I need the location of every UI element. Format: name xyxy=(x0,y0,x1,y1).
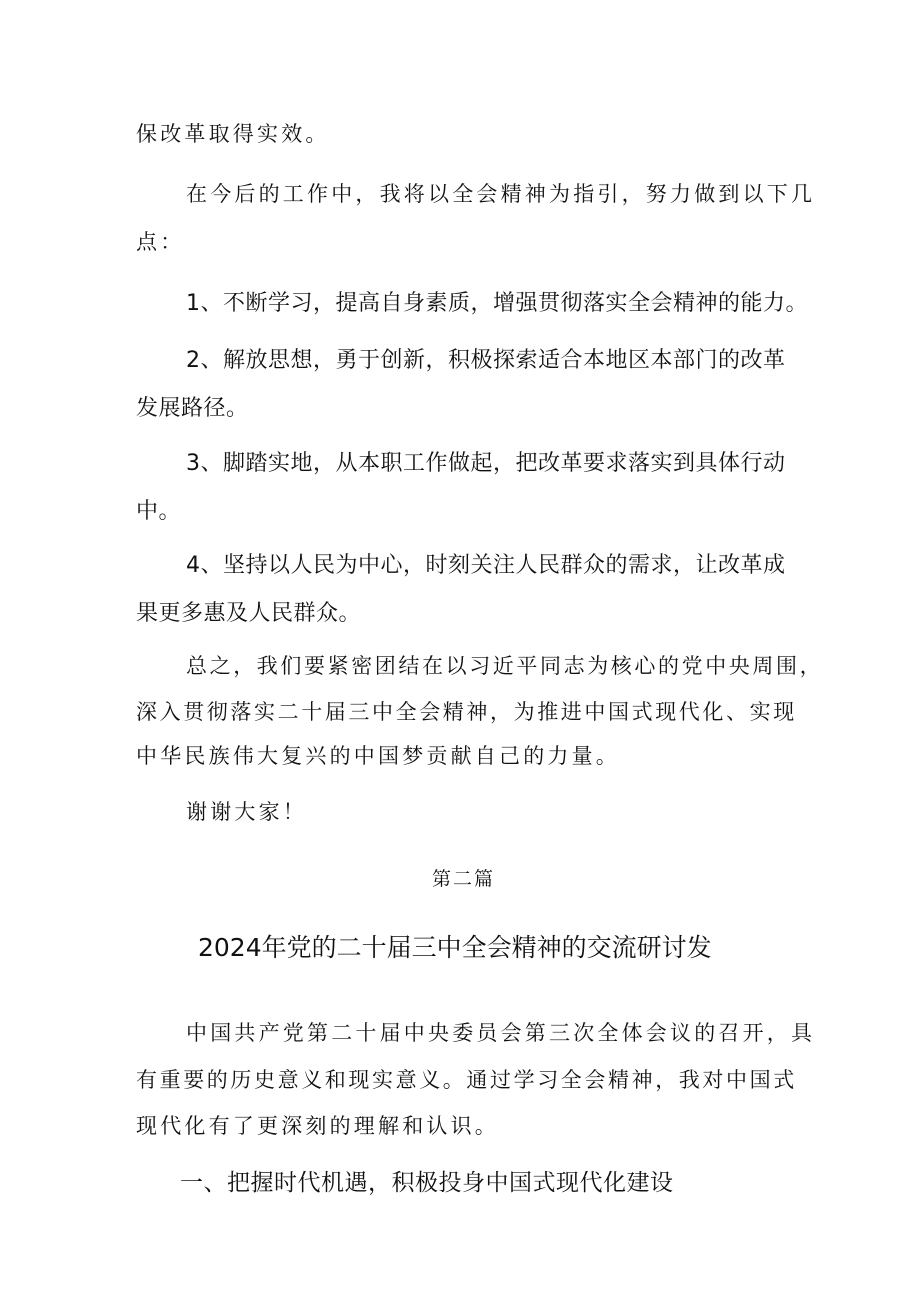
paragraph-line: 深入贯彻落实二十届三中全会精神，为推进中国式现代化、实现 xyxy=(136,700,797,724)
thanks-line: 谢谢大家！ xyxy=(186,800,307,824)
list-item: 2、解放思想，勇于创新，积极探索适合本地区本部门的改革 xyxy=(186,348,786,373)
section-title: 2024年党的二十届三中全会精神的交流研讨发 xyxy=(198,933,712,962)
list-item: 1、不断学习，提高自身素质，增强贯彻落实全会精神的能力。 xyxy=(186,291,808,316)
section-label: 第二篇 xyxy=(432,868,496,890)
paragraph-line: 总之，我们要紧密团结在以习近平同志为核心的党中央周围， xyxy=(186,654,824,678)
paragraph-line: 有重要的历史意义和现实意义。通过学习全会精神，我对中国式 xyxy=(136,1068,797,1092)
paragraph-line: 在今后的工作中，我将以全会精神为指引，努力做到以下几 xyxy=(186,182,816,206)
paragraph-line: 现代化有了更深刻的理解和认识。 xyxy=(136,1114,499,1138)
list-item-continuation: 发展路径。 xyxy=(136,396,249,421)
paragraph-line: 中国共产党第二十届中央委员会第三次全体会议的召开，具 xyxy=(186,1021,816,1045)
paragraph-line: 中华民族伟大复兴的中国梦贡献自己的力量。 xyxy=(136,744,620,768)
list-item: 4、坚持以人民为中心，时刻关注人民群众的需求，让改革成 xyxy=(186,553,786,578)
paragraph-line: 保改革取得实效。 xyxy=(136,122,330,146)
section-heading: 一、把握时代机遇，积极投身中国式现代化建设 xyxy=(180,1170,674,1196)
list-item-continuation: 果更多惠及人民群众。 xyxy=(136,601,362,626)
list-item-continuation: 中。 xyxy=(136,499,182,524)
list-item: 3、脚踏实地，从本职工作做起，把改革要求落实到具体行动 xyxy=(186,451,786,476)
paragraph-line: 点： xyxy=(136,230,185,254)
